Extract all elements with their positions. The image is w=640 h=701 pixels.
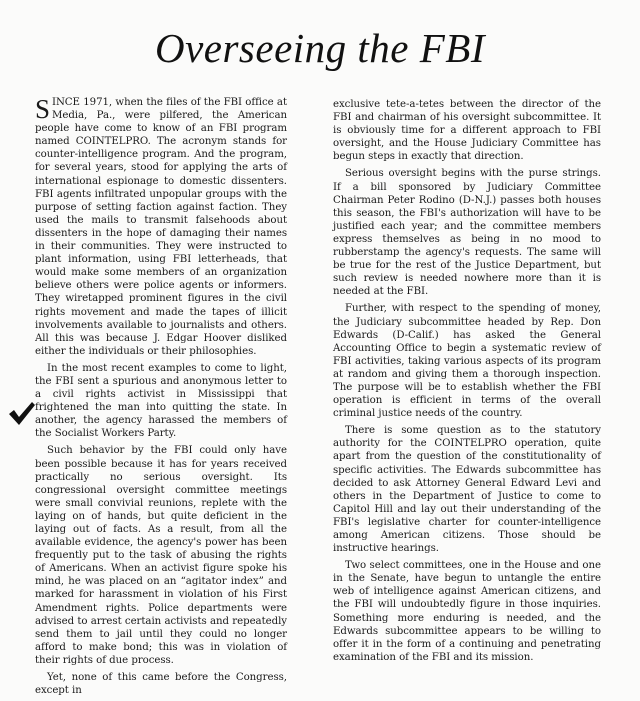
- paragraph: Yet, none of this came before the Congress, except in: [35, 672, 287, 697]
- paragraph: Such behavior by the FBI could only have been possible because it has for years received practically no serious oversight. Its congressional oversight committee meetings were small convivial reunions, replete with the laying on of hands, but quite deficient in the laying out of facts. As a result, from all the available evidence, the agency's power has been frequently put to the task of abusing the rights of Americans. When an activist figure spoke his mind, he was placed on an “agitator index” and marked for harassment in violation of his First Amendment rights. Police departments were advised to arrest certain activists and repeatedly send them to jail until they could no longer afford to make bond; this was in violation of their rights of due process.: [35, 445, 287, 666]
- paragraph-text: INCE 1971, when the files of the FBI office at Media, Pa., were pilfered, the American people have come to know of an FBI program named COINTELPRO. The acronym stands for counter-intelligence program. And the program, for several years, stood for applying the arts of international espionage to domestic dissenters. FBI agents infiltrated unpopular groups with the purpose of setting faction against faction. They used the mails to transmit falsehoods about dissenters in the hope of damaging their names in their communities. They were instructed to plant information, using FBI letterheads, that would make some members of an organization believe others were police agents or informers. They wiretapped prominent figures in the civil rights movement and made the tapes of illicit involvements available to journalists and others. All this was because J. Edgar Hoover disliked either the individuals or their philosophies.: [35, 97, 287, 357]
- paragraph: [35, 96, 287, 358]
- paragraph: There is some question as to the statutory authority for the COINTELPRO operation, quite apart from the question of the constitutionality of specific activities. The Edwards subcommittee has decided to ask Attorney General Edward Levi and others in the Department of Justice to come to Capitol Hill and lay out their understanding of the FBI's legislative charter for counter-intelligence among American citizens. Those should be instructive hearings.: [333, 425, 601, 555]
- right-column: [333, 98, 601, 668]
- paragraph: Serious oversight begins with the purse strings. If a bill sponsored by Judiciary Committee Chairman Peter Rodino (D-N.J.) passes both houses this season, the FBI's authorization will have to be justified each year; and the committee members express themselves as being in no mood to rubberstamp the agency's requests. The same will be true for the rest of the Justice Department, but such review is needed nowhere more than it is needed at the FBI.: [333, 168, 601, 298]
- drop-cap: S: [35, 94, 50, 124]
- checkmark-icon: [6, 398, 36, 428]
- article-title: Overseeing the FBI: [154, 25, 486, 71]
- left-column: [35, 96, 287, 701]
- paragraph: exclusive tete-a-tetes between the director of the FBI and chairman of his oversight subcommittee. It is obviously time for a different approach to FBI oversight, and the House Judiciary Committee has begun steps in exactly that direction.: [333, 99, 601, 163]
- paragraph: In the most recent examples to come to light, the FBI sent a spurious and anonymous letter to a civil rights activist in Mississippi that frightened the man into quitting the state. In another, the agency harassed the members of the Socialist Workers Party.: [35, 362, 287, 440]
- paragraph: Further, with respect to the spending of money, the Judiciary subcommittee headed by Rep. Don Edwards (D-Calif.) has asked the General Accounting Office to begin a systematic review of FBI activities, taking various aspects of its program at random and giving them a thorough inspection. The purpose will be to establish whether the FBI operation is efficient in terms of the overall criminal justice needs of the country.: [333, 303, 601, 420]
- paragraph: Two select committees, one in the House and one in the Senate, have begun to untangle the entire web of intelligence against American citizens, and the FBI will undoubtedly figure in those inquiries. Something more enduring is needed, and the Edwards subcommittee appears to be willing to offer it in the form of a continuing and penetrating examination of the FBI and its mission.: [333, 560, 601, 663]
